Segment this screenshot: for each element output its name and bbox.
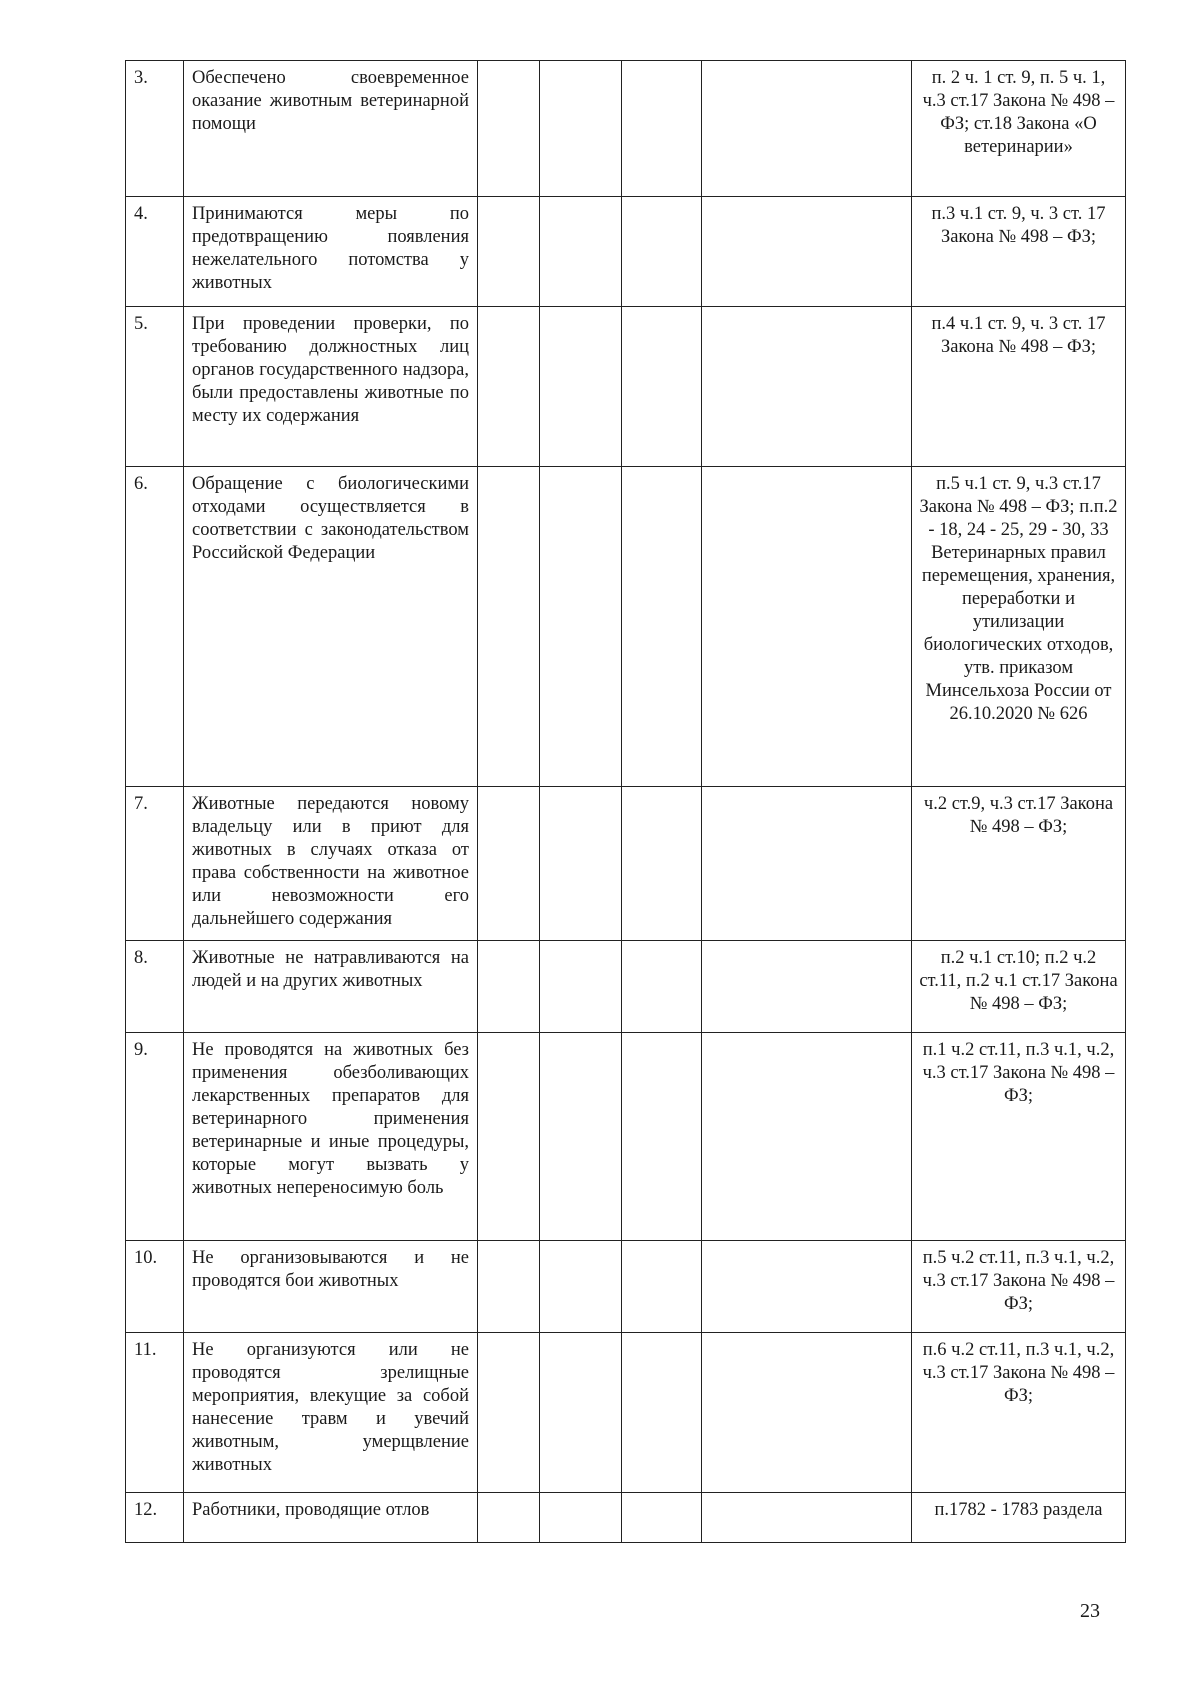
empty-cell	[478, 1493, 540, 1543]
empty-cell	[622, 467, 702, 787]
empty-cell	[540, 467, 622, 787]
row-number: 12.	[126, 1493, 184, 1543]
table-row	[126, 941, 1126, 1033]
legal-reference: п.1782 - 1783 раздела	[912, 1493, 1126, 1543]
empty-cell	[540, 787, 622, 941]
row-number: 4.	[126, 197, 184, 307]
empty-cell	[702, 467, 912, 787]
table-row	[126, 1033, 1126, 1241]
empty-cell	[622, 941, 702, 1033]
requirement-text: Обращение с биологическими отходами осуществляется в соответствии с законодательством Российской Федерации	[184, 467, 478, 787]
empty-cell	[540, 307, 622, 467]
row-number: 10.	[126, 1241, 184, 1333]
legal-reference: п.4 ч.1 ст. 9, ч. 3 ст. 17 Закона № 498 – ФЗ;	[912, 307, 1126, 467]
empty-cell	[702, 1033, 912, 1241]
row-number: 9.	[126, 1033, 184, 1241]
legal-reference: п.1 ч.2 ст.11, п.3 ч.1, ч.2, ч.3 ст.17 Закона № 498 – ФЗ;	[912, 1033, 1126, 1241]
table-row	[126, 467, 1126, 787]
requirement-text: Обеспечено своевременное оказание животным ветеринарной помощи	[184, 61, 478, 197]
row-number: 8.	[126, 941, 184, 1033]
table-row	[126, 197, 1126, 307]
requirement-text: Принимаются меры по предотвращению появления нежелательного потомства у животных	[184, 197, 478, 307]
empty-cell	[622, 1033, 702, 1241]
table-row	[126, 1241, 1126, 1333]
row-number: 7.	[126, 787, 184, 941]
legal-reference: п.5 ч.2 ст.11, п.3 ч.1, ч.2, ч.3 ст.17 Закона № 498 – ФЗ;	[912, 1241, 1126, 1333]
empty-cell	[702, 1241, 912, 1333]
requirement-text: Животные не натравливаются на людей и на других животных	[184, 941, 478, 1033]
table-row	[126, 1493, 1126, 1543]
empty-cell	[540, 1033, 622, 1241]
empty-cell	[622, 307, 702, 467]
legal-reference: п.6 ч.2 ст.11, п.3 ч.1, ч.2, ч.3 ст.17 Закона № 498 – ФЗ;	[912, 1333, 1126, 1493]
legal-reference: п. 2 ч. 1 ст. 9, п. 5 ч. 1, ч.3 ст.17 Закона № 498 – ФЗ; ст.18 Закона «О ветеринарии»	[912, 61, 1126, 197]
empty-cell	[478, 61, 540, 197]
empty-cell	[622, 1493, 702, 1543]
empty-cell	[540, 1241, 622, 1333]
empty-cell	[540, 197, 622, 307]
checklist-table	[125, 60, 1126, 1543]
empty-cell	[702, 941, 912, 1033]
empty-cell	[622, 197, 702, 307]
table-row	[126, 1333, 1126, 1493]
empty-cell	[478, 307, 540, 467]
empty-cell	[478, 787, 540, 941]
empty-cell	[622, 61, 702, 197]
empty-cell	[702, 1333, 912, 1493]
row-number: 5.	[126, 307, 184, 467]
table-row	[126, 307, 1126, 467]
row-number: 3.	[126, 61, 184, 197]
row-number: 6.	[126, 467, 184, 787]
legal-reference: п.2 ч.1 ст.10; п.2 ч.2 ст.11, п.2 ч.1 ст.17 Закона № 498 – ФЗ;	[912, 941, 1126, 1033]
empty-cell	[478, 467, 540, 787]
empty-cell	[702, 307, 912, 467]
empty-cell	[540, 1333, 622, 1493]
requirement-text: Не организуются или не проводятся зрелищные мероприятия, влекущие за собой нанесение травм и увечий животным, умерщвление животных	[184, 1333, 478, 1493]
empty-cell	[702, 787, 912, 941]
empty-cell	[702, 1493, 912, 1543]
empty-cell	[478, 1333, 540, 1493]
empty-cell	[540, 1493, 622, 1543]
empty-cell	[478, 1033, 540, 1241]
legal-reference: ч.2 ст.9, ч.3 ст.17 Закона № 498 – ФЗ;	[912, 787, 1126, 941]
empty-cell	[622, 1333, 702, 1493]
empty-cell	[478, 197, 540, 307]
legal-reference: п.5 ч.1 ст. 9, ч.3 ст.17 Закона № 498 – ФЗ; п.п.2 - 18, 24 - 25, 29 - 30, 33 Ветеринарных правил перемещения, хранения, переработки и утилизации биологических отходов, утв. приказом Минсельхоза России от 26.10.2020 № 626	[912, 467, 1126, 787]
empty-cell	[478, 941, 540, 1033]
empty-cell	[622, 787, 702, 941]
row-number: 11.	[126, 1333, 184, 1493]
requirement-text: При проведении проверки, по требованию должностных лиц органов государственного надзора, были предоставлены животные по месту их содержания	[184, 307, 478, 467]
legal-reference: п.3 ч.1 ст. 9, ч. 3 ст. 17 Закона № 498 – ФЗ;	[912, 197, 1126, 307]
empty-cell	[478, 1241, 540, 1333]
requirement-text: Работники, проводящие отлов	[184, 1493, 478, 1543]
requirement-text: Не проводятся на животных без применения обезболивающих лекарственных препаратов для ветеринарного применения ветеринарные и иные процедуры, которые могут вызвать у животных непереносимую боль	[184, 1033, 478, 1241]
empty-cell	[540, 941, 622, 1033]
table-row	[126, 787, 1126, 941]
requirement-text: Животные передаются новому владельцу или в приют для животных в случаях отказа от права собственности на животное или невозможности его дальнейшего содержания	[184, 787, 478, 941]
table-row	[126, 61, 1126, 197]
empty-cell	[702, 197, 912, 307]
page-number: 23	[1080, 1600, 1100, 1622]
requirement-text: Не организовываются и не проводятся бои животных	[184, 1241, 478, 1333]
empty-cell	[622, 1241, 702, 1333]
empty-cell	[702, 61, 912, 197]
empty-cell	[540, 61, 622, 197]
